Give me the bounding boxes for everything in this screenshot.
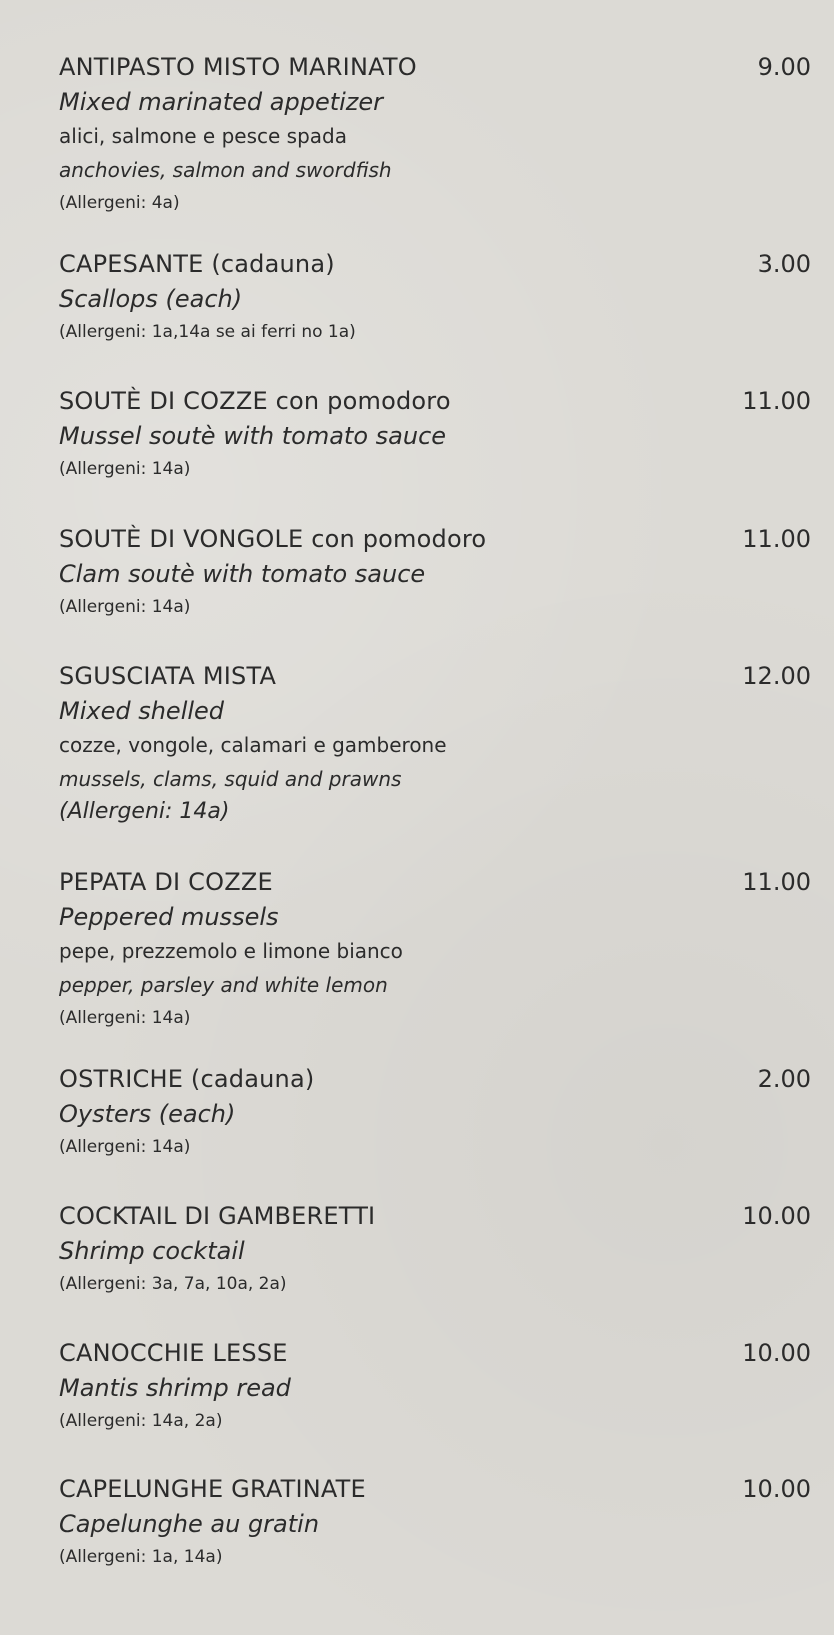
menu-item-soute-di-vongole (59, 521, 811, 623)
item-ingredients: pepe, prezzemolo e limone bianco (59, 939, 403, 963)
item-ingredients: alici, salmone e pesce spada (59, 124, 347, 148)
menu-item-antipasto-misto-marinato (59, 49, 811, 219)
item-name: SOUTÈ DI COZZE con pomodoro (59, 387, 451, 415)
item-english-name: Shrimp cocktail (59, 1237, 245, 1265)
item-price: 12.00 (742, 662, 811, 690)
item-ingredients-english: mussels, clams, squid and prawns (59, 767, 402, 791)
item-allergens: (Allergeni: 4a) (59, 193, 180, 213)
item-price: 11.00 (742, 868, 811, 896)
item-allergens: (Allergeni: 1a,14a se ai ferri no 1a) (59, 322, 356, 342)
item-price: 10.00 (742, 1202, 811, 1230)
menu-item-cocktail-di-gamberetti (59, 1198, 811, 1300)
item-english-name: Mantis shrimp read (59, 1374, 291, 1402)
menu-item-header (59, 1198, 811, 1234)
item-name: CAPESANTE (cadauna) (59, 250, 335, 278)
menu-item-header (59, 1335, 811, 1371)
item-english-name: Mixed shelled (59, 697, 225, 725)
menu-item-header (59, 383, 811, 419)
item-name: SGUSCIATA MISTA (59, 662, 277, 690)
item-allergens: (Allergeni: 14a) (59, 459, 191, 479)
menu-item-header (59, 1061, 811, 1097)
menu-item-ostriche (59, 1061, 811, 1163)
item-price: 3.00 (757, 250, 811, 278)
item-name: CANOCCHIE LESSE (59, 1339, 288, 1367)
item-price: 11.00 (742, 387, 811, 415)
item-name: SOUTÈ DI VONGOLE con pomodoro (59, 525, 487, 553)
item-name: COCKTAIL DI GAMBERETTI (59, 1202, 376, 1230)
menu-item-header (59, 521, 811, 557)
item-name: PEPATA DI COZZE (59, 868, 273, 896)
item-english-name: Mussel soutè with tomato sauce (59, 422, 447, 450)
item-name: ANTIPASTO MISTO MARINATO (59, 53, 417, 81)
menu-item-capelunghe-gratinate (59, 1471, 811, 1573)
item-price: 11.00 (742, 525, 811, 553)
menu-item-header (59, 1471, 811, 1507)
menu-item-header (59, 49, 811, 85)
item-english-name: Oysters (each) (59, 1100, 236, 1128)
item-allergens: (Allergeni: 14a) (59, 1008, 191, 1028)
item-ingredients: cozze, vongole, calamari e gamberone (59, 733, 447, 757)
item-allergens: (Allergeni: 14a) (59, 1137, 191, 1157)
menu-item-header (59, 658, 811, 694)
menu-item-header (59, 246, 811, 282)
item-price: 9.00 (757, 53, 811, 81)
item-ingredients-english: pepper, parsley and white lemon (59, 973, 388, 997)
item-price: 10.00 (742, 1475, 811, 1503)
item-allergens: (Allergeni: 3a, 7a, 10a, 2a) (59, 1274, 287, 1294)
item-allergens: (Allergeni: 1a, 14a) (59, 1547, 223, 1567)
item-allergens: (Allergeni: 14a) (59, 799, 230, 824)
item-name: OSTRICHE (cadauna) (59, 1065, 315, 1093)
item-english-name: Clam soutè with tomato sauce (59, 560, 426, 588)
item-ingredients-english: anchovies, salmon and swordfish (59, 158, 392, 182)
menu-item-capesante (59, 246, 811, 348)
item-price: 2.00 (757, 1065, 811, 1093)
item-english-name: Peppered mussels (59, 903, 279, 931)
item-english-name: Scallops (each) (59, 285, 243, 313)
item-english-name: Mixed marinated appetizer (59, 88, 384, 116)
menu-item-canocchie-lesse (59, 1335, 811, 1437)
menu-item-soute-di-cozze (59, 383, 811, 485)
item-price: 10.00 (742, 1339, 811, 1367)
item-allergens: (Allergeni: 14a) (59, 597, 191, 617)
item-name: CAPELUNGHE GRATINATE (59, 1475, 366, 1503)
item-allergens: (Allergeni: 14a, 2a) (59, 1411, 223, 1431)
menu-item-sgusciata-mista (59, 658, 811, 828)
menu-item-pepata-di-cozze (59, 864, 811, 1034)
item-english-name: Capelunghe au gratin (59, 1510, 320, 1538)
menu-item-header (59, 864, 811, 900)
